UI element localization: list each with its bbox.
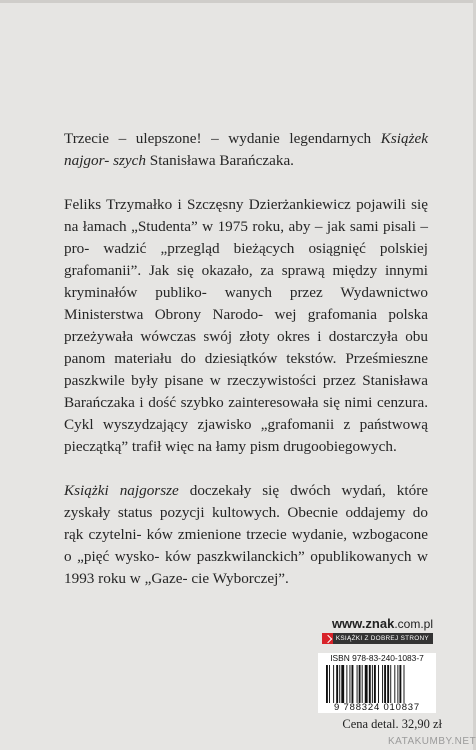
blurb-paragraph	[64, 128, 428, 172]
barcode-bar	[339, 665, 340, 703]
publisher-tagline: KSIĄŻKI Z DOBREJ STRONY	[322, 633, 433, 644]
barcode-bar	[349, 665, 350, 703]
blurb-paragraph	[64, 480, 428, 590]
barcode-bar	[404, 665, 405, 703]
barcode-bar	[374, 665, 376, 703]
cover-top-edge	[0, 0, 476, 3]
text-run: ków paszkwilanckich” opublikowanych w 1993 roku w „Gaze-	[64, 548, 429, 587]
barcode-bar	[352, 665, 354, 703]
barcode-bar	[382, 665, 383, 703]
barcode-bar	[362, 665, 363, 703]
barcode-bar	[369, 665, 371, 703]
price-label: Cena detal. 32,90 zł	[342, 717, 442, 731]
text-run: cie Wyborczej”.	[191, 570, 289, 587]
barcode-bar	[394, 665, 395, 703]
text-run: pieczątką” trafił więc na łamy pism drugoobiegowych.	[64, 438, 397, 455]
barcode-bar	[390, 665, 391, 703]
barcode-bar	[333, 665, 334, 703]
barcode-bar	[357, 665, 358, 703]
barcode-bar	[329, 665, 330, 703]
barcode-bar	[365, 665, 368, 703]
isbn-text: ISBN 978-83-240-1083-7	[330, 653, 424, 663]
barcode-bar	[397, 665, 398, 703]
text-run: Stanisława Barańczaka.	[145, 152, 294, 169]
blurb-paragraph	[64, 194, 428, 458]
barcode-bar	[346, 665, 347, 703]
blurb-text	[64, 128, 428, 612]
publisher-url: www.znak.com.pl	[331, 616, 433, 631]
text-run: doczekały się dwóch wydań, które zyskały	[64, 482, 428, 521]
text-run: Stanisława Barańczaka i dość szybko zainteresowała się nimi	[64, 372, 428, 411]
barcode-bar	[399, 665, 401, 703]
publisher-logo	[273, 617, 433, 649]
barcode-bar	[372, 665, 373, 703]
barcode-bar	[326, 665, 328, 703]
text-run: i dostarczyła obu panom materiału do dziesiątków tekstów.	[64, 328, 428, 367]
text-run: cenzura. Cykl wyszydzający zjawisko „grafomanii z państwową	[64, 394, 428, 433]
text-run: wanych przez Wydawnictwo Ministerstwa Obrony Narodo-	[64, 284, 429, 323]
barcode-bar	[359, 665, 361, 703]
text-run: ków zmienione trzecie wydanie, wzbogacone o „pięć wysko-	[64, 526, 428, 565]
watermark: KATAKUMBY.NET	[388, 736, 476, 747]
arrow-icon	[322, 633, 333, 644]
barcode-bar	[341, 665, 344, 703]
text-run: Prześmieszne paszkwile były pisane w rzeczywistości przez	[64, 350, 429, 389]
text-run: łamach „Studenta” w 1975 roku, aby – jak sami pisali – pro-	[64, 218, 429, 257]
text-run: wadzić „przegląd bieżących osiągnięć polskiej grafomanii”. Jak	[64, 240, 428, 279]
barcode-icon	[326, 665, 430, 703]
barcode-bar	[384, 665, 386, 703]
barcode-digits: 9 788324 010837	[334, 702, 420, 713]
text-run: status pozycji kultowych. Obecnie oddajemy do rąk czytelni-	[64, 504, 428, 543]
italic-title: Książki najgorsze	[64, 482, 179, 499]
text-run: Feliks Trzymałko i Szczęsny Dzierżankiewicz pojawili się na	[64, 196, 428, 235]
barcode-label	[318, 653, 436, 713]
italic-title: szych	[113, 152, 146, 169]
barcode-bar	[378, 665, 379, 703]
barcode-bar	[387, 665, 389, 703]
barcode-bar	[336, 665, 338, 703]
italic-title: Książek najgor-	[64, 130, 428, 169]
text-run: się okazało, za sprawą między innymi kryminałów publiko-	[64, 262, 429, 301]
text-run: wej grafomania polska przeżywała wówczas swój złoty okres	[64, 306, 428, 345]
text-run: Trzecie – ulepszone! – wydanie legendarnych	[64, 130, 381, 147]
